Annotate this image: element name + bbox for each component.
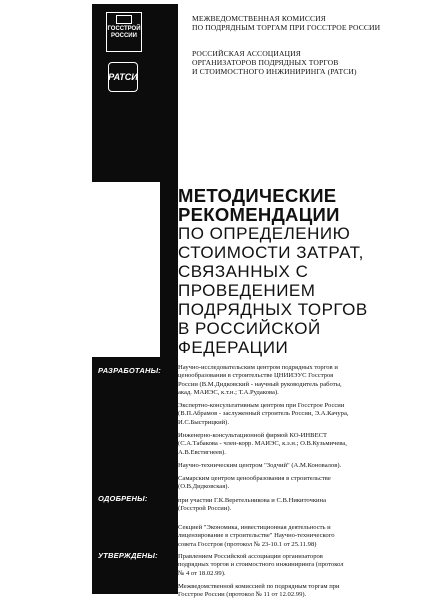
document-title [178, 186, 418, 357]
developer-entry [178, 364, 420, 397]
entry-line: И.С.Быстрицкий). [178, 418, 230, 426]
band-cutout [92, 182, 160, 357]
developer-entry [178, 432, 420, 457]
approved-label: ОДОБРЕНЫ: [94, 494, 158, 504]
entry-line: (С.А.Табакова - член-корр. МАИЭС, к.э.н.; О.В.Кузьмичева, [178, 440, 347, 448]
ratsi-logo [108, 62, 138, 92]
title-line: ПРОВЕДЕНИЕМ [178, 281, 316, 300]
entry-line: Самарским центром ценообразования в строительстве [178, 475, 331, 482]
entry-line: (О.В.Дидковская). [178, 483, 230, 491]
title-bold-line: РЕКОМЕНДАЦИИ [178, 204, 340, 225]
title-bold-line: МЕТОДИЧЕСКИЕ [178, 185, 337, 206]
header-line: ОРГАНИЗАТОРОВ ПОДРЯДНЫХ ТОРГОВ [192, 58, 339, 68]
gosstroy-logo-text: ГОССТРОЙ РОССИИ [107, 26, 141, 39]
entry-line: Экспертно-консультативным центром при Госстрое России [178, 402, 345, 409]
flag-icon [116, 15, 132, 24]
title-line: ФЕДЕРАЦИИ [178, 338, 289, 357]
title-line: В РОССИЙСКОЙ [178, 319, 321, 338]
entry-line: акад. МАИЭС, к.т.н.; Т.А.Рудакова). [178, 388, 279, 396]
entry-line: при участии Г.К.Веретельникова и С.В.Никиточкина [178, 497, 327, 504]
ratsi-logo-text: РАТСИ [108, 72, 138, 82]
adopted-label: УТВЕРЖДЕНЫ: [94, 551, 174, 561]
developer-entry [178, 402, 420, 427]
header-line: ПО ПОДРЯДНЫМ ТОРГАМ ПРИ ГОССТРОЕ РОССИИ [192, 23, 381, 33]
entry-line: подрядных торгов и стоимостного инжиниринга (протокол [178, 561, 344, 569]
title-line: ПОДРЯДНЫХ ТОРГОВ [178, 300, 368, 319]
title-line: ПО ОПРЕДЕЛЕНИЮ [178, 224, 351, 243]
adopter-entry [178, 583, 420, 600]
entry-line: (В.П.Абрамов - заслуженный строитель России, Э.А.Качура, [178, 410, 349, 418]
approver-entry [178, 553, 420, 578]
entry-line: лицензирование в строительстве" Научно-технического [178, 532, 335, 540]
entry-line: совета Госстроя (протокол № 23-10.1 от 25.11.98) [178, 540, 317, 548]
developer-entry [178, 497, 420, 514]
entry-line: А.В.Евстигнеев). [178, 448, 226, 456]
entry-line: Правлением Российской ассоциации организаторов [178, 553, 323, 560]
title-line: СТОИМОСТИ ЗАТРАТ, [178, 243, 364, 262]
association-header [192, 49, 357, 77]
entry-line: России (В.М.Дидковский - научный руководитель работы, [178, 380, 342, 388]
entry-line: № 4 от 18.02.99). [178, 569, 226, 577]
entry-line: Научно-техническим центром "Зодчий" (А.М.Коновалов). [178, 462, 342, 469]
developer-entry [178, 475, 420, 492]
header-line: И СТОИМОСТНОГО ИНЖИНИРИНГА (РАТСИ) [192, 67, 357, 77]
entry-line: Инженерно-консультационной фирмой КО-ИНВЕСТ [178, 432, 328, 439]
entry-line: Госстрое России (протокол № 11 от 12.02.99). [178, 591, 307, 599]
title-line: СВЯЗАННЫХ С [178, 262, 309, 281]
header-line: МЕЖВЕДОМСТВЕННАЯ КОМИССИЯ [192, 14, 326, 23]
entry-line: Секцией "Экономика, инвестиционная деятельность и [178, 524, 331, 531]
entry-line: Научно-исследовательским центром подрядных торгов и [178, 364, 338, 371]
developed-label: РАЗРАБОТАНЫ: [94, 366, 178, 376]
gosstroy-logo [106, 12, 142, 52]
entry-line: (Госстрой России). [178, 505, 232, 513]
approver-entry [178, 524, 420, 549]
developer-entry [178, 462, 420, 470]
commission-header [192, 14, 380, 32]
entry-line: ценообразования в строительстве ЦНИИЭУС Госстроя [178, 372, 334, 380]
header-line: РОССИЙСКАЯ АССОЦИАЦИЯ [192, 49, 301, 58]
entry-line: Межведомственной комиссией по подрядным торгам при [178, 583, 340, 590]
